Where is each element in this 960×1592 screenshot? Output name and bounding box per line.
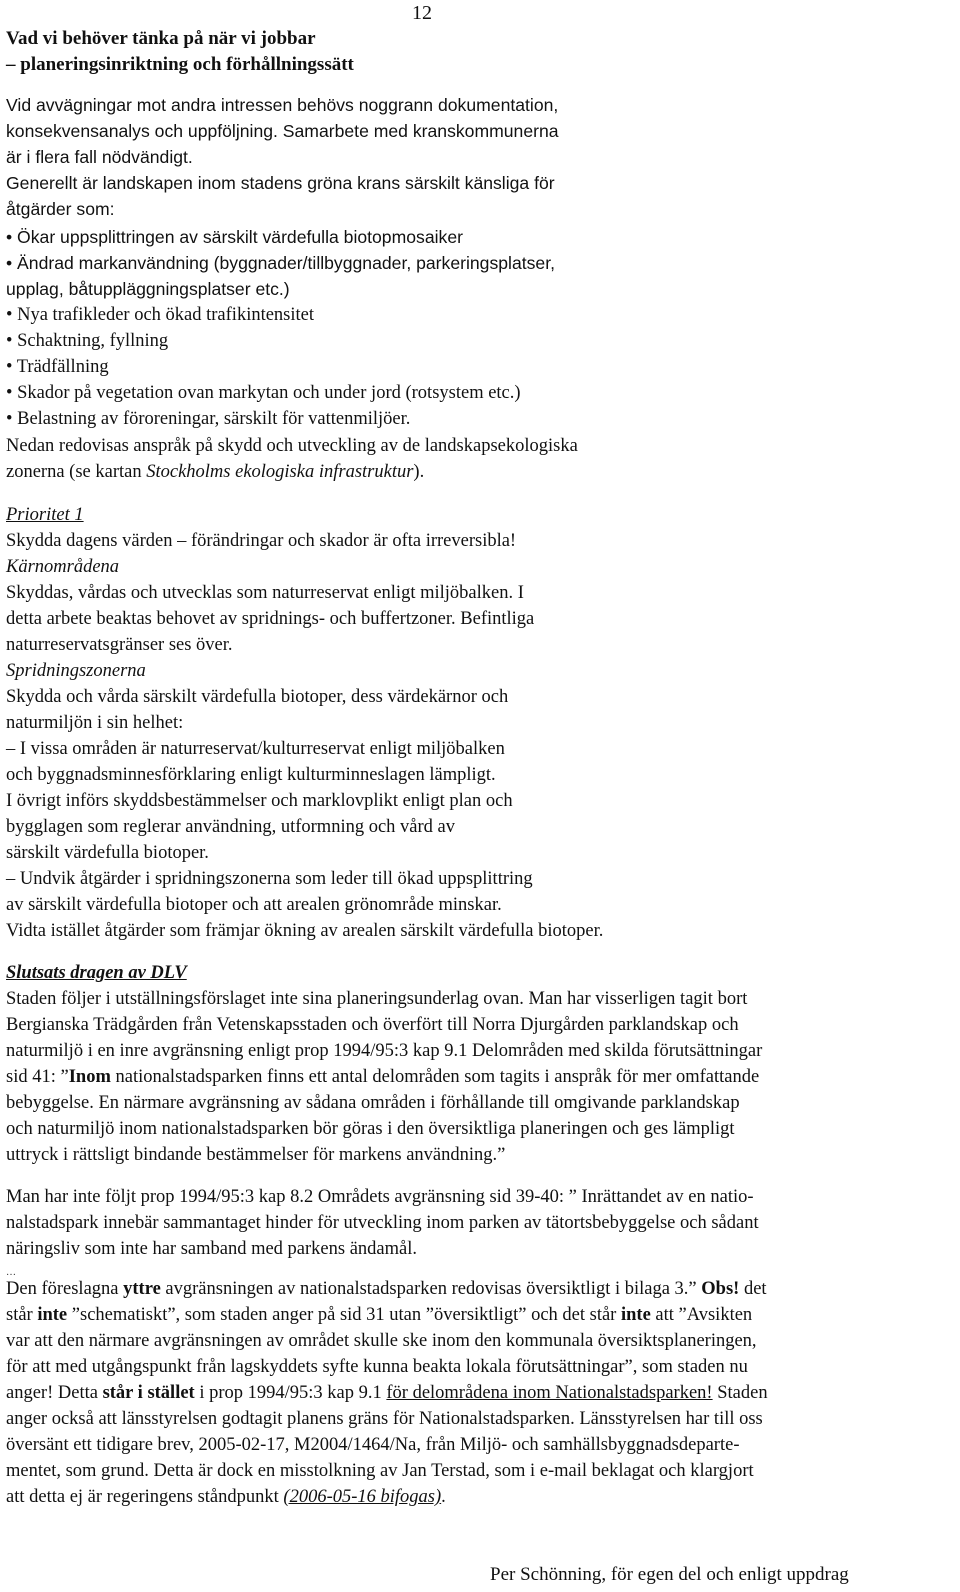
slutsats-line: Staden följer i utställningsförslaget inte sina planeringsunderlag ovan. Man har visserligen tagit bort xyxy=(6,989,748,1009)
karnomraden-title: Kärnområdena xyxy=(6,557,120,577)
heading-line-2: – planeringsinriktning och förhållningssätt xyxy=(6,54,354,75)
map-reference: Stockholms ekologiska infrastruktur xyxy=(146,462,414,482)
heading-line-1: Vad vi behöver tänka på när vi jobbar xyxy=(6,28,316,49)
intro-line: Vid avvägningar mot andra intressen behövs noggrann dokumentation, xyxy=(6,95,559,115)
intro-line: Generellt är landskapen inom stadens gröna krans särskilt känsliga för xyxy=(6,173,555,193)
bullet-item: • Ökar uppsplittringen av särskilt värdefulla biotopmosaiker xyxy=(6,227,463,247)
prioritet-line: Skydda dagens värden – förändringar och skador är ofta irreversibla! xyxy=(6,531,517,551)
bullet-item: • Schaktning, fyllning xyxy=(6,331,169,351)
slutsats-title: Slutsats dragen av DLV xyxy=(6,963,187,983)
spridning-line: av särskilt värdefulla biotoper och att arealen grönområde minskar. xyxy=(6,895,502,915)
page-number: 12 xyxy=(412,2,432,24)
spridning-line: I övrigt införs skyddsbestämmelser och marklovplikt enligt plan och xyxy=(6,791,513,811)
signature: Per Schönning, för egen del och enligt uppdrag xyxy=(490,1564,849,1585)
spridning-line: bygglagen som reglerar användning, utformning och vård av xyxy=(6,817,456,837)
karnomraden-line: naturreservatsgränser ses över. xyxy=(6,635,233,655)
spridning-line: – I vissa områden är naturreservat/kulturreservat enligt miljöbalken xyxy=(6,739,505,759)
spridning-line: Vidta istället åtgärder som främjar ökning av arealen särskilt värdefulla biotoper. xyxy=(6,921,604,941)
spridningszonerna-title: Spridningszonerna xyxy=(6,661,146,681)
bullet-item: • Skador på vegetation ovan markytan och under jord (rotsystem etc.) xyxy=(6,383,521,403)
slutsats-line: bebyggelse. En närmare avgränsning av sådana områden i förhållande till omgivande parklandskap xyxy=(6,1093,740,1113)
paragraph-line: anger också att länsstyrelsen godtagit planens gräns för Nationalstadsparken. Länsstyrelsen har till oss xyxy=(6,1409,763,1429)
karnomraden-line: Skyddas, vårdas och utvecklas som naturreservat enligt miljöbalken. I xyxy=(6,583,524,603)
bullet-item: • Belastning av föroreningar, särskilt för vattenmiljöer. xyxy=(6,409,411,429)
slutsats-line: och naturmiljö inom nationalstadsparken bör göras i den översiktliga planeringen och ges lämpligt xyxy=(6,1119,735,1139)
attachment-reference: (2006-05-16 bifogas) xyxy=(283,1487,442,1507)
paragraph-line: näringsliv som inte har samband med parkens ändamål. xyxy=(6,1239,418,1259)
paragraph-line: anger! Detta står i stället i prop 1994/95:3 kap 9.1 för delområdena inom Nationalstadsparken! Staden xyxy=(6,1383,768,1403)
paragraph-line: Den föreslagna yttre avgränsningen av nationalstadsparken redovisas översiktligt i bilaga 3.” Obs! det xyxy=(6,1279,767,1299)
karnomraden-line: detta arbete beaktas behovet av spridnings- och buffertzoner. Befintliga xyxy=(6,609,535,629)
paragraph-line: översänt ett tidigare brev, 2005-02-17, M2004/1464/Na, från Miljö- och samhällsbyggnadsdeparte- xyxy=(6,1435,740,1455)
paragraph-line: för att med utgångspunkt från lagskyddets syfte kunna beakta lokala förutsättningar”, som staden nu xyxy=(6,1357,748,1377)
bullet-item: • Trädfällning xyxy=(6,357,109,377)
paragraph-line: var att den närmare avgränsningen av området skulle ske inom den kommunala översiktsplaneringen, xyxy=(6,1331,757,1351)
spridning-line: – Undvik åtgärder i spridningszonerna som leder till ökad uppsplittring xyxy=(6,869,533,889)
slutsats-line: sid 41: ”Inom nationalstadsparken finns ett antal delområden som tagits i anspråk för mer omfattande xyxy=(6,1067,760,1087)
underlined-reference: för delområdena inom Nationalstadsparken! xyxy=(386,1383,713,1403)
bullet-item: • Nya trafikleder och ökad trafikintensitet xyxy=(6,305,315,325)
prioritet-title: Prioritet 1 xyxy=(6,505,84,525)
bullet-item: upplag, båtuppläggningsplatser etc.) xyxy=(6,279,290,299)
bullet-item: • Ändrad markanvändning (byggnader/tillbyggnader, parkeringsplatser, xyxy=(6,253,555,273)
nedan-line: zonerna (se kartan Stockholms ekologiska infrastruktur). xyxy=(6,462,425,482)
ellipsis: … xyxy=(6,1267,17,1278)
intro-line: är i flera fall nödvändigt. xyxy=(6,147,193,167)
slutsats-line: naturmiljö i en inre avgränsning enligt prop 1994/95:3 kap 9.1 Delområden med skilda förutsättningar xyxy=(6,1041,763,1061)
spridning-line: Skydda och vårda särskilt värdefulla biotoper, dess värdekärnor och xyxy=(6,687,509,707)
paragraph-line: Man har inte följt prop 1994/95:3 kap 8.2 Områdets avgränsning sid 39-40: ” Inrättandet av en natio- xyxy=(6,1187,754,1207)
spridning-line: och byggnadsminnesförklaring enligt kulturminneslagen lämpligt. xyxy=(6,765,496,785)
slutsats-line: uttryck i rättsligt bindande bestämmelser för markens användning.” xyxy=(6,1145,506,1165)
paragraph-line: mentet, som grund. Detta är dock en misstolkning av Jan Terstad, som i e-mail beklagat och klargjort xyxy=(6,1461,754,1481)
spridning-line: särskilt värdefulla biotoper. xyxy=(6,843,209,863)
paragraph-line: att detta ej är regeringens ståndpunkt (2006-05-16 bifogas). xyxy=(6,1487,446,1507)
paragraph-line: står inte ”schematiskt”, som staden anger på sid 31 utan ”översiktligt” och det står inte att ”Avsikten xyxy=(6,1305,753,1325)
paragraph-line: nalstadspark innebär sammantaget hinder för utveckling inom parken av tätortsbebyggelse och sådant xyxy=(6,1213,759,1233)
intro-line: konsekvensanalys och uppföljning. Samarbete med kranskommunerna xyxy=(6,121,559,141)
intro-line: åtgärder som: xyxy=(6,199,115,219)
spridning-line: naturmiljön i sin helhet: xyxy=(6,713,184,733)
slutsats-line: Bergianska Trädgården från Vetenskapsstaden och överfört till Norra Djurgården parklandskap och xyxy=(6,1015,739,1035)
nedan-line: Nedan redovisas anspråk på skydd och utveckling av de landskapsekologiska xyxy=(6,436,578,456)
